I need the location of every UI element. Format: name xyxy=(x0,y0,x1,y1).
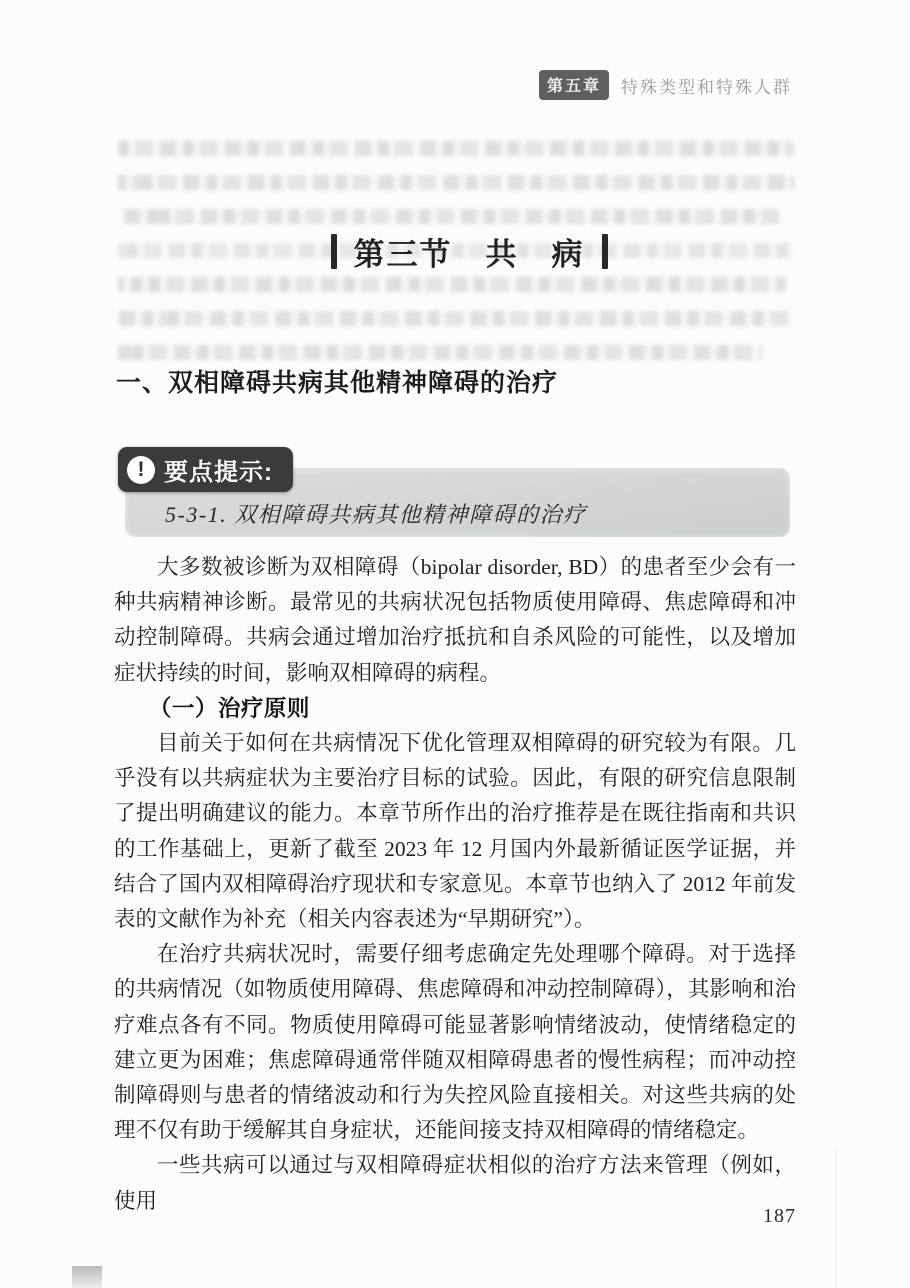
chapter-title: 特殊类型和特殊人群 xyxy=(621,77,792,97)
subheading: （一）治疗原则 xyxy=(148,695,310,721)
bleed-through-line xyxy=(118,311,794,326)
paragraph: 一些共病可以通过与双相障碍症状相似的治疗方法来管理（例如，使用 xyxy=(114,1153,796,1213)
paragraph: 大多数被诊断为双相障碍（bipolar disorder, BD）的患者至少会有一种共病精神诊断。最常见的共病状况包括物质使用障碍、焦虑障碍和冲动控制障碍。共病会通过增加治疗抵抗和自杀风险的可能性，以及增加症状持续的时间，影响双相障碍的病程。 xyxy=(114,555,796,685)
callout-badge-label: 要点提示: xyxy=(164,459,273,486)
bleed-through-line xyxy=(118,141,794,156)
scan-smudge xyxy=(72,1266,102,1288)
page-number: 187 xyxy=(763,1205,796,1227)
section-title-text: 第三节 共 病 xyxy=(353,237,585,272)
heading-level-1: 一、双相障碍共病其他精神障碍的治疗 xyxy=(116,369,559,397)
paragraph: 目前关于如何在共病情况下优化管理双相障碍的研究较为有限。几乎没有以共病症状为主要治疗目标的试验。因此，有限的研究信息限制了提出明确建议的能力。本章节所作出的治疗推荐是在既往指南和共识的工作基础上，更新了截至 2023 年 12 月国内外最新循证医学证据，并结合了国内双相障碍治疗现状和专家意见。本章节也纳入了 2012 年前发表的文献作为补充（相关内容表述为“早期研究”）。 xyxy=(114,731,796,932)
title-bar-left-decoration xyxy=(331,234,337,269)
bleed-through-line xyxy=(118,277,786,292)
bleed-through-line xyxy=(118,175,794,190)
section-title xyxy=(331,229,608,274)
bleed-through-line xyxy=(118,209,780,224)
bleed-through-line xyxy=(118,345,762,360)
key-points-callout xyxy=(118,447,790,537)
exclamation-icon: ! xyxy=(127,456,155,484)
scan-edge-line xyxy=(836,1148,837,1288)
section-title-row xyxy=(0,229,910,274)
callout-badge xyxy=(118,447,293,492)
running-header xyxy=(539,70,792,100)
chapter-badge: 第五章 xyxy=(539,70,609,100)
title-bar-right-decoration xyxy=(602,234,608,269)
callout-item-text: 5-3-1. 双相障碍共病其他精神障碍的治疗 xyxy=(165,502,587,527)
body-text-column xyxy=(114,550,796,1219)
paragraph: 在治疗共病状况时，需要仔细考虑确定先处理哪个障碍。对于选择的共病情况（如物质使用障碍、焦虑障碍和冲动控制障碍），其影响和治疗难点各有不同。物质使用障碍可能显著影响情绪波动，使情绪稳定的建立更为困难；焦虑障碍通常伴随双相障碍患者的慢性病程；而冲动控制障碍则与患者的情绪波动和行为失控风险直接相关。对这些共病的处理不仅有助于缓解其自身症状，还能间接支持双相障碍的情绪稳定。 xyxy=(114,942,796,1143)
